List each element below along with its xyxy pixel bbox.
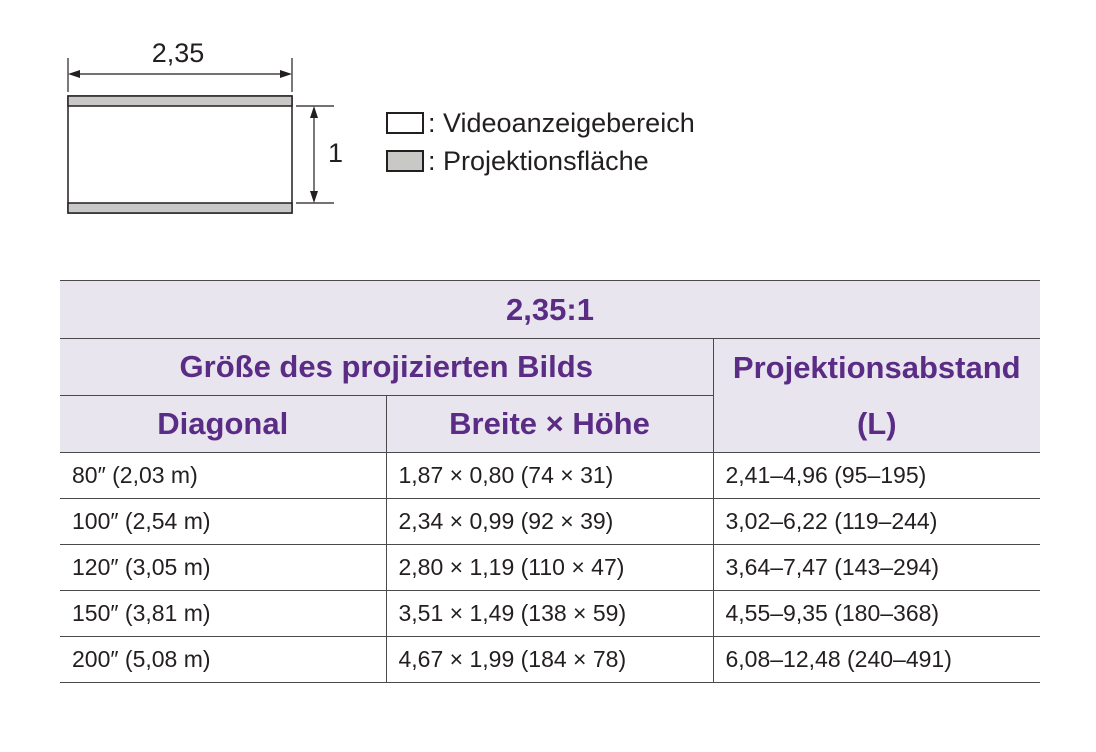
legend-label-video-area: : Videoanzeigebereich — [428, 108, 695, 138]
diagonal-cell: 100″ (2,54 m) — [60, 499, 386, 545]
projection-size-table — [60, 280, 1040, 683]
table-row — [60, 499, 1040, 545]
projection-distance-header-line1: Projektionsabstand — [732, 349, 1021, 385]
width-height-cell: 1,87 × 0,80 (74 × 31) — [386, 453, 713, 499]
projection-bar-top — [68, 96, 292, 106]
diagonal-cell: 120″ (3,05 m) — [60, 545, 386, 591]
legend-item-video-area — [386, 104, 695, 142]
projection-distance-header — [713, 339, 1040, 453]
aspect-ratio-diagram — [0, 0, 1096, 240]
width-height-cell: 2,80 × 1,19 (110 × 47) — [386, 545, 713, 591]
table-row — [60, 591, 1040, 637]
legend-item-projection-surface — [386, 142, 695, 180]
diagonal-column-header: Diagonal — [60, 396, 386, 453]
aspect-ratio-header: 2,35:1 — [60, 281, 1040, 339]
width-ratio-label: 2,35 — [151, 38, 205, 68]
table-row — [60, 453, 1040, 499]
image-size-group-header: Größe des projizierten Bilds — [60, 339, 713, 396]
diagonal-cell: 200″ (5,08 m) — [60, 637, 386, 683]
video-area-swatch — [386, 112, 424, 134]
distance-cell: 3,64–7,47 (143–294) — [713, 545, 1040, 591]
width-height-cell: 3,51 × 1,49 (138 × 59) — [386, 591, 713, 637]
screen-frame — [68, 96, 292, 213]
height-arrow-top — [310, 106, 318, 118]
projection-surface-swatch — [386, 150, 424, 172]
diagonal-cell: 80″ (2,03 m) — [60, 453, 386, 499]
width-height-column-header: Breite × Höhe — [386, 396, 713, 453]
projection-bar-bottom — [68, 203, 292, 213]
legend — [386, 104, 695, 180]
distance-cell: 4,55–9,35 (180–368) — [713, 591, 1040, 637]
width-height-cell: 2,34 × 0,99 (92 × 39) — [386, 499, 713, 545]
distance-cell: 3,02–6,22 (119–244) — [713, 499, 1040, 545]
distance-cell: 2,41–4,96 (95–195) — [713, 453, 1040, 499]
width-arrow-right — [280, 70, 292, 78]
diagonal-cell: 150″ (3,81 m) — [60, 591, 386, 637]
legend-label-projection-surface: : Projektionsfläche — [428, 146, 649, 176]
height-arrow-bottom — [310, 191, 318, 203]
table-row — [60, 637, 1040, 683]
projection-distance-header-line2: (L) — [856, 405, 897, 441]
width-height-cell: 4,67 × 1,99 (184 × 78) — [386, 637, 713, 683]
table-row — [60, 545, 1040, 591]
width-arrow-left — [68, 70, 80, 78]
distance-cell: 6,08–12,48 (240–491) — [713, 637, 1040, 683]
height-ratio-label: 1 — [328, 138, 344, 168]
